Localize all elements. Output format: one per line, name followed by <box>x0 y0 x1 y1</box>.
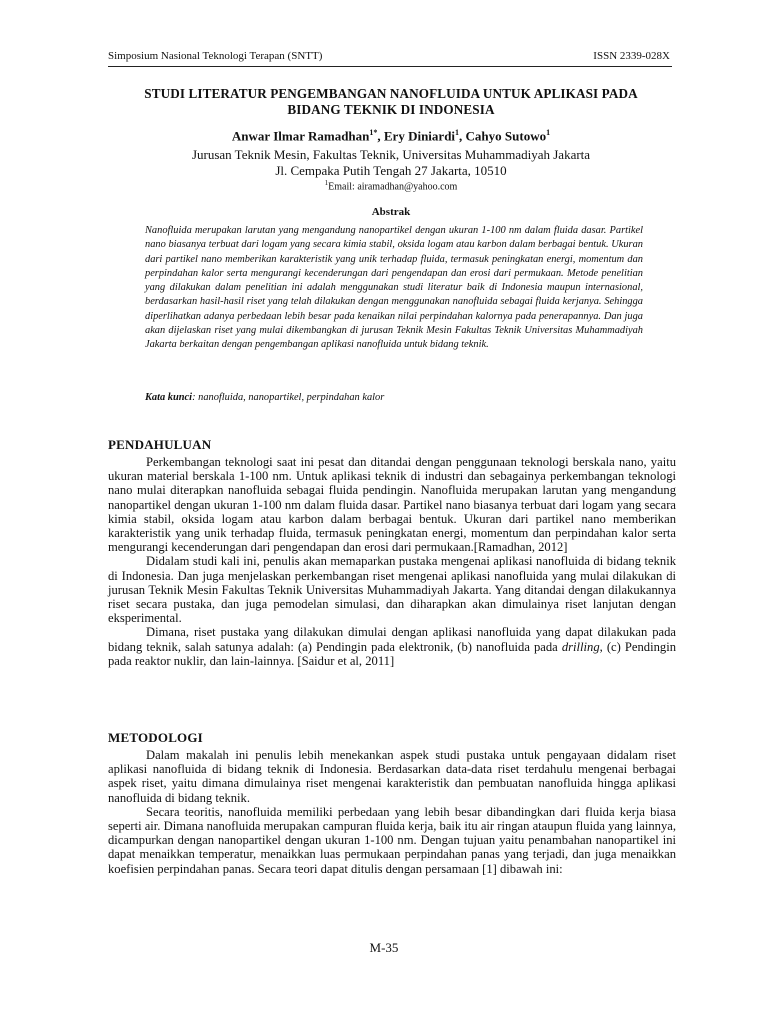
keywords-list: : nanofluida, nanopartikel, perpindahan kalor <box>192 392 385 403</box>
abstract-text: Nanofluida merupakan larutan yang mengandung nanopartikel dengan ukuran 1-100 nm dalam fluida dasar. Partikel nano biasanya terbuat dari logam yang secara kimia stabil, oksida logam atau karbon dalam berbagai bentuk. Ukuran dari partikel nano memberikan karakteristik yang unik terhadap fluida, termasuk peningkatan energi, momentum dan perpindahan kalor serta mengurangi kecenderungan dari pengendapan dan erosi dari permukaan. Metode penelitian yang dilakukan dalam penelitian ini adalah menggunakan studi literatur baik di Indonesia maupun internasional, berdasarkan hasil-hasil riset yang telah dilakukan dengan menggunakan nanofluida sebagai fluida kerjanya. Sehingga diperlihatkan adanya perbedaan lebih besar pada kenaikan nilai perpindahan kalornya pada penerapannya. Dan juga akan dijelaskan riset yang mulai dikembangkan di jurusan Teknik Mesin Fakultas Teknik Universitas Muhammadiyah Jakarta berkaitan dengan pengembangan aplikasi nanofluida untuk bidang teknik. <box>145 225 643 351</box>
pendahuluan-body <box>108 455 676 668</box>
author-1: Anwar Ilmar Ramadhan <box>231 128 370 144</box>
author-1-sup: 1* <box>369 128 378 137</box>
section-heading-metodologi: METODOLOGI <box>108 730 203 745</box>
running-header <box>108 50 670 62</box>
pendahuluan-paragraph-1: Perkembangan teknologi saat ini pesat dan ditandai dengan penggunaan teknologi berskala nano, yaitu ukuran material berskala 1-100 nm. Untuk aplikasi teknik di industri dan sebagainya perkembangan teknologi nano mulai diterapkan nanofluida sebagai fluida pendingin. Nanofluida merupakan larutan yang mengandung nanopartikel dengan ukuran 1-100 nm dalam fluida dasar. Partikel nano biasanya terbuat dari logam yang secara kimia stabil, oksida logam atau karbon dalam berbagai bentuk. Ukuran dari partikel nano memberikan karakteristik yang unik terhadap fluida, termasuk peningkatan energi, momentum dan perpindahan kalor serta mengurangi kecenderungan dari pengendapan dan erosi dari permukaan.[Ramadhan, 2012] <box>108 455 676 555</box>
title-line-2: BIDANG TEKNIK DI INDONESIA <box>287 102 495 117</box>
pendahuluan-paragraph-3 <box>108 625 676 668</box>
paper-title <box>108 86 674 118</box>
conference-name: Simposium Nasional Teknologi Terapan (SNTT) <box>108 50 323 62</box>
affiliation-line-1: Jurusan Teknik Mesin, Fakultas Teknik, Universitas Muhammadiyah Jakarta <box>191 147 591 162</box>
metodologi-paragraph-2: Secara teoritis, nanofluida memiliki perbedaan yang lebih besar dibandingkan dari fluida kerja biasa seperti air. Dimana nanofluida merupakan campuran fluida kerja, baik itu air ringan ataupun fluida yang lainnya, dicampurkan dengan nanopartikel dengan ukuran 1-100 nm. Dengan tujuan yaitu penambahan nanopartikel ini dapat menaikkan temperatur, menaikkan luas permukaan perpindahan panas yang terjadi, dan juga menaikkan koefisien perpindahan panas. Secara teori dapat ditulis dengan persamaan [1] dibawah ini: <box>108 804 676 876</box>
pendahuluan-p3-italic: drilling <box>561 639 600 654</box>
metodologi-paragraph-1: Dalam makalah ini penulis lebih menekankan aspek studi pustaka untuk pengayaan didalam riset aplikasi nanofluida di bidang teknik di Indonesia. Berdasarkan data-data riset terdahulu mengenai berbagai aspek riset, yaitu dimana dimulainya riset mengenai karakteristik dan pembuatan nanofluida hingga aplikasi nanofluida di bidang teknik. <box>108 748 676 805</box>
issn: ISSN 2339-028X <box>593 50 670 62</box>
section-heading-pendahuluan: PENDAHULUAN <box>108 437 212 452</box>
email-line <box>108 179 674 192</box>
pendahuluan-p3-part-b: , (c) Pendingin pada reaktor nuklir, dan lain-lainnya. [Saidur et al, 2011] <box>108 639 676 668</box>
keywords-line <box>145 392 643 403</box>
author-list <box>108 128 674 144</box>
page-number: M-35 <box>369 940 399 955</box>
author-2: , Ery Diniardi <box>377 128 456 144</box>
pendahuluan-paragraph-2: Didalam studi kali ini, penulis akan memaparkan pustaka mengenai aplikasi nanofluida di bidang teknik di Indonesia. Dan juga menjelaskan perkembangan riset mengenai aplikasi nanofluida yang mulai dilakukan di jurusan Teknik Mesin Fakultas Teknik Universitas Muhammadiyah Jakarta. Yang ditandai dengan dilakukannya riset secara pustaka, dan juga pemodelan simulasi, dan diharapkan akan dimulainya riset lanjutan dengan eksperimental. <box>108 554 676 626</box>
affiliation-line-2: Jl. Cempaka Putih Tengah 27 Jakarta, 10510 <box>275 163 507 178</box>
author-3: , Cahyo Sutowo <box>459 128 547 144</box>
author-2-sup: 1 <box>455 128 460 137</box>
title-line-1: STUDI LITERATUR PENGEMBANGAN NANOFLUIDA UNTUK APLIKASI PADA <box>144 86 638 101</box>
author-3-sup: 1 <box>546 128 551 137</box>
keywords-label: Kata kunci <box>145 392 193 403</box>
header-rule <box>108 66 672 67</box>
email-address: Email: airamadhan@yahoo.com <box>328 181 458 193</box>
abstract-heading: Abstrak <box>371 206 411 218</box>
metodologi-body <box>108 748 676 876</box>
email-sup: 1 <box>324 179 329 187</box>
pendahuluan-p3-part-a: Dimana, riset pustaka yang dilakukan dimulai dengan aplikasi nanofluida yang dapat dilakukan pada bidang teknik, salah satunya adalah: (a) Pendingin pada elektronik, (b) nanofluida pada <box>108 625 676 654</box>
